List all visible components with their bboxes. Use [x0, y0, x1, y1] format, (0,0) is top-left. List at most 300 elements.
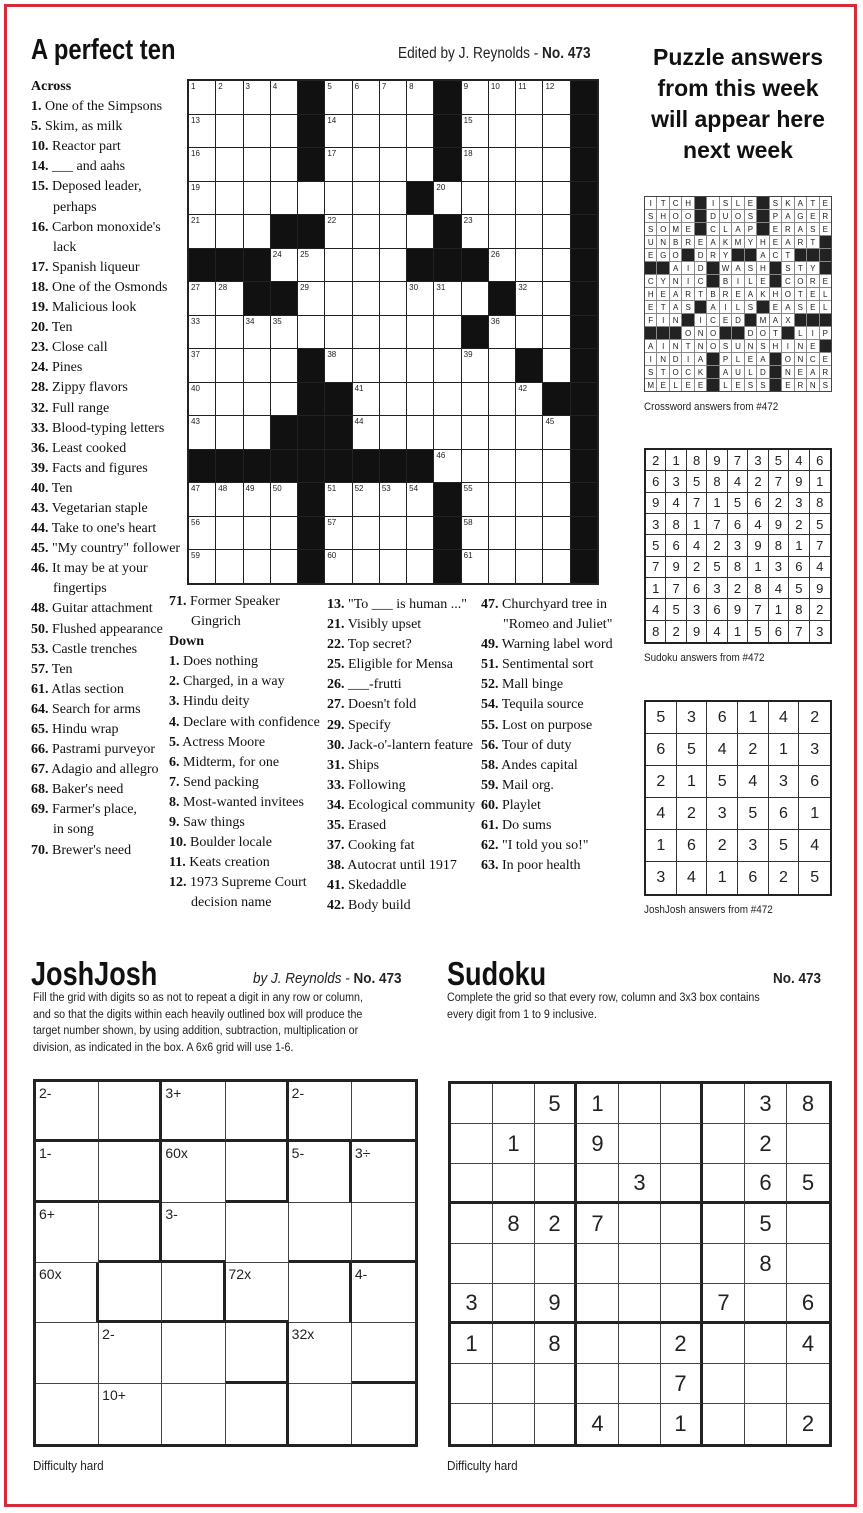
sudoku-given-cell[interactable]: 8 — [493, 1204, 535, 1244]
sudoku-empty-cell[interactable] — [493, 1404, 535, 1444]
joshjosh-cell[interactable] — [289, 1203, 352, 1263]
crossword-cell[interactable] — [216, 182, 242, 215]
crossword-cell[interactable] — [462, 215, 488, 248]
sudoku-empty-cell[interactable] — [619, 1204, 661, 1244]
sudoku-empty-cell[interactable] — [787, 1204, 829, 1244]
crossword-cell[interactable] — [189, 483, 215, 516]
sudoku-empty-cell[interactable] — [451, 1124, 493, 1164]
crossword-cell[interactable] — [489, 483, 515, 516]
joshjosh-cell[interactable] — [36, 1203, 99, 1263]
crossword-cell[interactable] — [543, 115, 569, 148]
joshjosh-cell[interactable] — [226, 1323, 289, 1383]
crossword-cell[interactable] — [489, 450, 515, 483]
sudoku-empty-cell[interactable] — [661, 1164, 703, 1204]
crossword-cell[interactable] — [325, 115, 351, 148]
crossword-cell[interactable] — [462, 182, 488, 215]
crossword-cell[interactable] — [543, 148, 569, 181]
crossword-cell[interactable] — [244, 115, 270, 148]
crossword-cell[interactable] — [189, 416, 215, 449]
sudoku-empty-cell[interactable] — [745, 1364, 787, 1404]
crossword-cell[interactable] — [189, 148, 215, 181]
crossword-cell[interactable] — [271, 550, 297, 583]
crossword-cell[interactable] — [407, 115, 433, 148]
joshjosh-cell[interactable] — [226, 1142, 289, 1202]
crossword-cell[interactable] — [380, 517, 406, 550]
crossword-cell[interactable] — [244, 215, 270, 248]
sudoku-given-cell[interactable]: 3 — [451, 1284, 493, 1324]
sudoku-empty-cell[interactable] — [703, 1084, 745, 1124]
joshjosh-cell[interactable] — [36, 1142, 99, 1202]
joshjosh-answers-caption: JoshJosh answers from #472 — [644, 904, 773, 916]
joshjosh-cell[interactable] — [99, 1142, 162, 1202]
crossword-cell[interactable] — [244, 148, 270, 181]
crossword-cell[interactable] — [353, 416, 379, 449]
crossword-cell[interactable] — [543, 81, 569, 114]
crossword-cell[interactable] — [325, 215, 351, 248]
crossword-cell[interactable] — [543, 249, 569, 282]
sudoku-empty-cell[interactable] — [703, 1124, 745, 1164]
sudoku-empty-cell[interactable] — [577, 1364, 619, 1404]
crossword-cell[interactable] — [380, 249, 406, 282]
crossword-cell[interactable] — [216, 316, 242, 349]
joshjosh-cell[interactable] — [352, 1082, 415, 1142]
sudoku-given-cell[interactable]: 3 — [745, 1084, 787, 1124]
crossword-cell[interactable] — [216, 383, 242, 416]
sudoku-answer-cell: 9 — [707, 450, 727, 471]
crossword-cell[interactable] — [244, 483, 270, 516]
crossword-cell[interactable] — [298, 249, 324, 282]
crossword-cell[interactable] — [380, 282, 406, 315]
crossword-cell[interactable] — [543, 550, 569, 583]
joshjosh-cell[interactable] — [289, 1142, 352, 1202]
crossword-cell[interactable] — [434, 416, 460, 449]
sudoku-empty-cell[interactable] — [493, 1364, 535, 1404]
sudoku-given-cell[interactable]: 4 — [787, 1324, 829, 1364]
crossword-cell[interactable] — [380, 483, 406, 516]
crossword-cell[interactable] — [380, 416, 406, 449]
sudoku-empty-cell[interactable] — [787, 1364, 829, 1404]
crossword-cell[interactable] — [462, 282, 488, 315]
sudoku-empty-cell[interactable] — [493, 1244, 535, 1284]
joshjosh-cell[interactable] — [289, 1384, 352, 1444]
clue-num: 61. — [481, 818, 499, 834]
crossword-cell[interactable] — [244, 416, 270, 449]
crossword-cell[interactable] — [489, 249, 515, 282]
crossword-cell[interactable] — [462, 517, 488, 550]
crossword-cell[interactable] — [271, 316, 297, 349]
sudoku-empty-cell[interactable] — [619, 1244, 661, 1284]
sudoku-given-cell[interactable]: 8 — [745, 1244, 787, 1284]
sudoku-given-cell[interactable]: 2 — [535, 1204, 577, 1244]
crossword-cell[interactable] — [216, 483, 242, 516]
crossword-cell[interactable] — [489, 383, 515, 416]
sudoku-empty-cell[interactable] — [661, 1084, 703, 1124]
sudoku-empty-cell[interactable] — [703, 1164, 745, 1204]
joshjosh-cell[interactable] — [226, 1082, 289, 1142]
sudoku-empty-cell[interactable] — [745, 1404, 787, 1444]
crossword-cell[interactable] — [407, 282, 433, 315]
joshjosh-cell[interactable] — [162, 1203, 225, 1263]
sudoku-empty-cell[interactable] — [619, 1324, 661, 1364]
crossword-cell[interactable] — [244, 349, 270, 382]
crossword-cell[interactable] — [543, 517, 569, 550]
crossword-cell[interactable] — [244, 517, 270, 550]
crossword-cell[interactable] — [298, 316, 324, 349]
crossword-cell[interactable] — [462, 450, 488, 483]
joshjosh-answer-cell: 6 — [707, 702, 738, 734]
crossword-cell[interactable] — [489, 115, 515, 148]
joshjosh-grid[interactable] — [33, 1079, 418, 1447]
sudoku-given-cell[interactable]: 5 — [787, 1164, 829, 1204]
sudoku-empty-cell[interactable] — [535, 1124, 577, 1164]
crossword-cell[interactable] — [543, 282, 569, 315]
sudoku-given-cell[interactable]: 8 — [787, 1084, 829, 1124]
joshjosh-cell[interactable] — [162, 1082, 225, 1142]
sudoku-empty-cell[interactable] — [451, 1204, 493, 1244]
sudoku-answer-cell: 5 — [666, 599, 686, 620]
sudoku-empty-cell[interactable] — [661, 1124, 703, 1164]
crossword-cell[interactable] — [353, 550, 379, 583]
joshjosh-cell[interactable] — [99, 1263, 162, 1323]
sudoku-empty-cell[interactable] — [577, 1164, 619, 1204]
crossword-cell[interactable] — [516, 215, 542, 248]
crossword-cell[interactable] — [516, 416, 542, 449]
crossword-cell[interactable] — [434, 282, 460, 315]
sudoku-given-cell[interactable]: 7 — [703, 1284, 745, 1324]
sudoku-empty-cell[interactable] — [535, 1164, 577, 1204]
crossword-cell[interactable] — [380, 349, 406, 382]
joshjosh-cell[interactable] — [226, 1203, 289, 1263]
crossword-cell[interactable] — [462, 416, 488, 449]
sudoku-empty-cell[interactable] — [619, 1284, 661, 1324]
joshjosh-cell[interactable] — [352, 1323, 415, 1383]
crossword-cell[interactable] — [516, 282, 542, 315]
crossword-cell[interactable] — [543, 215, 569, 248]
sudoku-empty-cell[interactable] — [745, 1324, 787, 1364]
crossword-cell[interactable] — [189, 383, 215, 416]
crossword-cell[interactable] — [244, 383, 270, 416]
crossword-cell[interactable] — [516, 249, 542, 282]
crossword-cell[interactable] — [489, 182, 515, 215]
crossword-cell[interactable] — [353, 517, 379, 550]
crossword-cell[interactable] — [353, 215, 379, 248]
joshjosh-cell[interactable] — [352, 1263, 415, 1323]
crossword-cell[interactable] — [216, 81, 242, 114]
sudoku-given-cell[interactable]: 3 — [619, 1164, 661, 1204]
crossword-cell[interactable] — [462, 81, 488, 114]
joshjosh-cell[interactable] — [36, 1082, 99, 1142]
sudoku-empty-cell[interactable] — [451, 1084, 493, 1124]
crossword-cell[interactable] — [543, 450, 569, 483]
crossword-cell[interactable] — [189, 349, 215, 382]
crossword-cell[interactable] — [325, 483, 351, 516]
crossword-cell[interactable] — [434, 450, 460, 483]
sudoku-given-cell[interactable]: 7 — [577, 1204, 619, 1244]
crossword-cell[interactable] — [216, 115, 242, 148]
sudoku-empty-cell[interactable] — [493, 1164, 535, 1204]
clue-item: 46. It may be at your — [31, 561, 148, 577]
crossword-cell[interactable] — [434, 182, 460, 215]
crossword-cell[interactable] — [489, 416, 515, 449]
crossword-cell[interactable] — [189, 115, 215, 148]
crossword-cell[interactable] — [407, 215, 433, 248]
crossword-cell[interactable] — [407, 550, 433, 583]
joshjosh-cell[interactable] — [99, 1323, 162, 1383]
crossword-cell[interactable] — [216, 148, 242, 181]
sudoku-empty-cell[interactable] — [619, 1404, 661, 1444]
crossword-cell[interactable] — [244, 316, 270, 349]
sudoku-empty-cell[interactable] — [703, 1404, 745, 1444]
crossword-cell[interactable] — [407, 517, 433, 550]
sudoku-empty-cell[interactable] — [745, 1284, 787, 1324]
crossword-cell[interactable] — [516, 81, 542, 114]
answer-letter: O — [707, 340, 718, 352]
joshjosh-cell[interactable] — [226, 1384, 289, 1444]
crossword-cell[interactable] — [516, 148, 542, 181]
sudoku-empty-cell[interactable] — [535, 1404, 577, 1444]
crossword-cell[interactable] — [407, 416, 433, 449]
joshjosh-cell[interactable] — [162, 1323, 225, 1383]
crossword-cell[interactable] — [271, 148, 297, 181]
sudoku-empty-cell[interactable] — [451, 1404, 493, 1444]
crossword-cell[interactable] — [434, 383, 460, 416]
crossword-cell[interactable] — [325, 81, 351, 114]
crossword-cell[interactable] — [434, 316, 460, 349]
crossword-cell[interactable] — [407, 81, 433, 114]
crossword-cell[interactable] — [516, 550, 542, 583]
crossword-cell[interactable] — [325, 282, 351, 315]
crossword-cell[interactable] — [353, 483, 379, 516]
joshjosh-cell[interactable] — [162, 1263, 225, 1323]
joshjosh-cell[interactable] — [99, 1203, 162, 1263]
crossword-cell[interactable] — [271, 517, 297, 550]
crossword-cell[interactable] — [516, 383, 542, 416]
sudoku-given-cell[interactable]: 7 — [661, 1364, 703, 1404]
cage-target: 3- — [165, 1205, 178, 1222]
joshjosh-cell[interactable] — [99, 1384, 162, 1444]
sudoku-empty-cell[interactable] — [535, 1244, 577, 1284]
crossword-cell[interactable] — [516, 450, 542, 483]
sudoku-empty-cell[interactable] — [661, 1204, 703, 1244]
crossword-cell[interactable] — [407, 316, 433, 349]
joshjosh-cell[interactable] — [162, 1384, 225, 1444]
joshjosh-cell[interactable] — [162, 1142, 225, 1202]
joshjosh-cell[interactable] — [36, 1263, 99, 1323]
crossword-cell[interactable] — [489, 148, 515, 181]
sudoku-empty-cell[interactable] — [619, 1084, 661, 1124]
crossword-cell[interactable] — [325, 517, 351, 550]
sudoku-empty-cell[interactable] — [703, 1324, 745, 1364]
crossword-cell[interactable] — [244, 550, 270, 583]
sudoku-empty-cell[interactable] — [493, 1084, 535, 1124]
crossword-cell[interactable] — [543, 416, 569, 449]
crossword-cell[interactable] — [407, 349, 433, 382]
crossword-cell[interactable] — [244, 182, 270, 215]
joshjosh-cell[interactable] — [36, 1384, 99, 1444]
answer-letter: T — [695, 288, 706, 300]
sudoku-empty-cell[interactable] — [787, 1124, 829, 1164]
sudoku-empty-cell[interactable] — [451, 1244, 493, 1284]
crossword-cell[interactable] — [380, 81, 406, 114]
sudoku-given-cell[interactable]: 5 — [745, 1204, 787, 1244]
sudoku-empty-cell[interactable] — [451, 1364, 493, 1404]
sudoku-given-cell[interactable]: 2 — [801, 1411, 815, 1436]
sudoku-empty-cell[interactable] — [703, 1204, 745, 1244]
sudoku-given-cell[interactable]: 6 — [745, 1164, 787, 1204]
sudoku-empty-cell[interactable] — [703, 1244, 745, 1284]
sudoku-given-cell[interactable]: 2 — [661, 1324, 703, 1364]
crossword-cell[interactable] — [353, 383, 379, 416]
crossword-cell[interactable] — [462, 550, 488, 583]
crossword-cell[interactable] — [489, 81, 515, 114]
crossword-cell[interactable] — [325, 349, 351, 382]
sudoku-given-cell[interactable]: 5 — [535, 1084, 577, 1124]
crossword-cell[interactable] — [462, 483, 488, 516]
joshjosh-cell[interactable] — [99, 1082, 162, 1142]
crossword-cell[interactable] — [353, 349, 379, 382]
crossword-cell[interactable] — [325, 182, 351, 215]
crossword-cell[interactable] — [353, 115, 379, 148]
crossword-cell[interactable] — [325, 550, 351, 583]
crossword-cell[interactable] — [543, 316, 569, 349]
crossword-cell[interactable] — [543, 483, 569, 516]
crossword-cell[interactable] — [543, 349, 569, 382]
crossword-cell[interactable] — [380, 115, 406, 148]
crossword-cell[interactable] — [380, 383, 406, 416]
sudoku-empty-cell[interactable] — [703, 1364, 745, 1404]
joshjosh-cell[interactable] — [289, 1082, 352, 1142]
crossword-cell[interactable] — [271, 249, 297, 282]
sudoku-answer-cell: 4 — [728, 471, 748, 492]
sudoku-given-cell[interactable]: 9 — [535, 1284, 577, 1324]
crossword-cell[interactable] — [380, 215, 406, 248]
crossword-cell[interactable] — [271, 115, 297, 148]
crossword-cell[interactable] — [271, 349, 297, 382]
crossword-cell[interactable] — [462, 349, 488, 382]
crossword-cell[interactable] — [462, 115, 488, 148]
joshjosh-cell[interactable] — [226, 1263, 289, 1323]
crossword-cell[interactable] — [489, 349, 515, 382]
crossword-cell[interactable] — [271, 383, 297, 416]
sudoku-empty-cell[interactable] — [619, 1364, 661, 1404]
sudoku-empty-cell[interactable] — [619, 1124, 661, 1164]
crossword-cell[interactable] — [543, 182, 569, 215]
crossword-cell[interactable] — [216, 282, 242, 315]
sudoku-empty-cell[interactable] — [577, 1244, 619, 1284]
sudoku-given-cell[interactable]: 8 — [535, 1324, 577, 1364]
crossword-cell[interactable] — [216, 416, 242, 449]
crossword-cell[interactable] — [216, 349, 242, 382]
crossword-cell[interactable] — [216, 550, 242, 583]
crossword-cell[interactable] — [434, 349, 460, 382]
crossword-grid[interactable] — [187, 79, 599, 585]
sudoku-given-cell[interactable]: 2 — [745, 1124, 787, 1164]
sudoku-given-cell[interactable]: 1 — [577, 1084, 619, 1124]
crossword-cell[interactable] — [353, 81, 379, 114]
sudoku-given-cell[interactable]: 9 — [577, 1124, 619, 1164]
crossword-cell[interactable] — [325, 249, 351, 282]
sudoku-empty-cell[interactable] — [493, 1324, 535, 1364]
sudoku-grid[interactable] — [448, 1081, 832, 1447]
crossword-cell[interactable] — [380, 316, 406, 349]
crossword-cell[interactable] — [380, 182, 406, 215]
sudoku-empty-cell[interactable] — [577, 1324, 619, 1364]
joshjosh-cell[interactable] — [289, 1263, 352, 1323]
joshjosh-cell[interactable] — [352, 1384, 415, 1444]
crossword-cell[interactable] — [353, 249, 379, 282]
sudoku-empty-cell[interactable] — [661, 1284, 703, 1324]
sudoku-given-cell[interactable]: 6 — [787, 1284, 829, 1324]
sudoku-given-cell[interactable]: 1 — [493, 1124, 535, 1164]
crossword-cell[interactable] — [353, 282, 379, 315]
crossword-cell[interactable] — [489, 550, 515, 583]
crossword-cell[interactable] — [271, 483, 297, 516]
crossword-cell[interactable] — [516, 316, 542, 349]
crossword-cell[interactable] — [216, 215, 242, 248]
crossword-cell[interactable] — [298, 282, 324, 315]
black-square — [434, 81, 460, 114]
crossword-cell[interactable] — [353, 182, 379, 215]
crossword-cell[interactable] — [489, 215, 515, 248]
crossword-cell[interactable] — [189, 215, 215, 248]
crossword-cell[interactable] — [189, 81, 215, 114]
crossword-cell[interactable] — [298, 182, 324, 215]
sudoku-given-cell[interactable]: 4 — [577, 1404, 619, 1444]
crossword-cell[interactable] — [353, 148, 379, 181]
crossword-cell[interactable] — [325, 148, 351, 181]
crossword-cell[interactable] — [271, 182, 297, 215]
crossword-cell[interactable] — [516, 115, 542, 148]
crossword-cell[interactable] — [516, 517, 542, 550]
crossword-cell[interactable] — [462, 148, 488, 181]
sudoku-given-cell[interactable]: 1 — [661, 1404, 703, 1444]
crossword-cell[interactable] — [189, 316, 215, 349]
crossword-cell[interactable] — [407, 383, 433, 416]
sudoku-empty-cell[interactable] — [661, 1244, 703, 1284]
crossword-cell[interactable] — [489, 517, 515, 550]
crossword-cell[interactable] — [489, 316, 515, 349]
crossword-cell[interactable] — [189, 550, 215, 583]
crossword-cell[interactable] — [380, 148, 406, 181]
crossword-cell[interactable] — [325, 316, 351, 349]
joshjosh-cell[interactable] — [352, 1203, 415, 1263]
crossword-cell[interactable] — [244, 81, 270, 114]
joshjosh-cell[interactable] — [352, 1142, 415, 1202]
sudoku-empty-cell[interactable] — [577, 1284, 619, 1324]
joshjosh-cell[interactable] — [36, 1323, 99, 1383]
sudoku-empty-cell[interactable] — [451, 1164, 493, 1204]
crossword-cell[interactable] — [462, 383, 488, 416]
sudoku-empty-cell[interactable] — [535, 1364, 577, 1404]
sudoku-given-cell[interactable]: 1 — [451, 1324, 493, 1364]
crossword-cell[interactable] — [271, 81, 297, 114]
answer-letter: R — [782, 223, 793, 235]
crossword-cell[interactable] — [189, 282, 215, 315]
answers-heading-line: Puzzle answers — [652, 44, 824, 70]
crossword-cell[interactable] — [516, 182, 542, 215]
crossword-cell[interactable] — [189, 517, 215, 550]
crossword-cell[interactable] — [216, 517, 242, 550]
joshjosh-cell[interactable] — [289, 1323, 352, 1383]
sudoku-empty-cell[interactable] — [787, 1244, 829, 1284]
sudoku-empty-cell[interactable] — [493, 1284, 535, 1324]
crossword-cell[interactable] — [516, 483, 542, 516]
crossword-cell[interactable] — [407, 148, 433, 181]
crossword-cell[interactable] — [407, 483, 433, 516]
crossword-cell[interactable] — [189, 182, 215, 215]
crossword-cell[interactable] — [380, 550, 406, 583]
crossword-cell[interactable] — [353, 316, 379, 349]
